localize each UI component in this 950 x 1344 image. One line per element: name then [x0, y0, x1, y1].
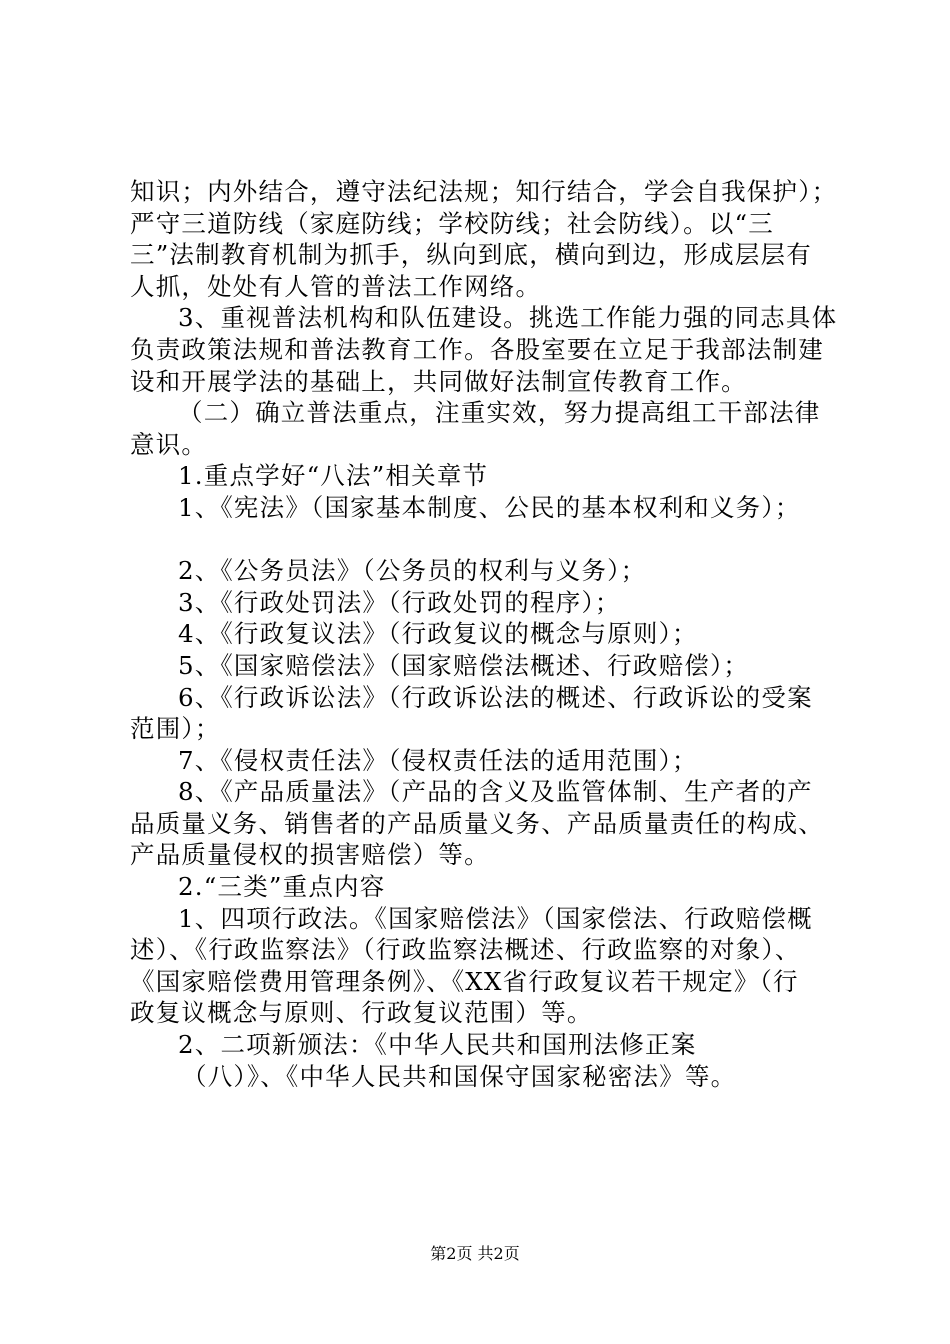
text-line: 范围）； [130, 714, 221, 744]
section-heading: （二）确立普法重点，注重实效，努力提高组工干部法律 [178, 398, 821, 428]
list-item: 1、《宪法》（国家基本制度、公民的基本权利和义务）； [178, 492, 801, 522]
text-line: 3、重视普法机构和队伍建设。挑选工作能力强的同志具体 [178, 303, 838, 333]
text-line: 意识。 [130, 429, 208, 459]
text-line: 品质量义务、销售者的产品质量义务、产品质量责任的构成、 [130, 808, 824, 838]
subsection-heading: 1.重点学好“八法”相关章节 [178, 461, 489, 491]
text-line: 设和开展学法的基础上，共同做好法制宣传教育工作。 [130, 366, 747, 396]
subsection-heading: 2.“三类”重点内容 [178, 872, 386, 902]
text-line: 负责政策法规和普法教育工作。各股室要在立足于我部法制建 [130, 334, 824, 364]
list-item: 5、《国家赔偿法》（国家赔偿法概述、行政赔偿）； [178, 650, 750, 680]
list-item: 6、《行政诉讼法》（行政诉讼法的概述、行政诉讼的受案 [178, 682, 813, 712]
text-line: 述）、《行政监察法》（行政监察法概述、行政监察的对象）、 [130, 935, 801, 965]
text-line: （八）》、《中华人民共和国保守国家秘密法》等。 [182, 1061, 737, 1091]
text-line: 政复议概念与原则、行政复议范围）等。 [130, 998, 593, 1028]
list-item: 2、二项新颁法：《中华人民共和国刑法修正案 [178, 1030, 697, 1060]
list-item: 4、《行政复议法》（行政复议的概念与原则）； [178, 619, 698, 649]
list-item: 1、四项行政法。《国家赔偿法》（国家偿法、行政赔偿概 [178, 903, 813, 933]
list-item: 3、《行政处罚法》（行政处罚的程序）； [178, 587, 621, 617]
text-line: 《国家赔偿费用管理条例》、《XX省行政复议若干规定》（行 [130, 966, 799, 996]
list-item: 8、《产品质量法》（产品的含义及监管体制、生产者的产 [178, 777, 813, 807]
list-item: 2、《公务员法》（公务员的权利与义务）； [178, 556, 647, 586]
text-line: 知识；内外结合，遵守法纪法规；知行结合，学会自我保护）； [130, 177, 838, 206]
document-body [130, 176, 838, 1092]
text-line: 人抓，处处有人管的普法工作网络。 [130, 271, 542, 301]
text-line: 三”法制教育机制为抓手，纵向到底，横向到边，形成层层有 [130, 240, 812, 270]
page-footer: 第2页 共2页 [430, 1244, 520, 1263]
text-line: 严守三道防线（家庭防线；学校防线；社会防线）。以“三 [130, 208, 774, 238]
text-line: 产品质量侵权的损害赔偿）等。 [130, 840, 490, 870]
blank-line [130, 524, 830, 556]
list-item: 7、《侵权责任法》（侵权责任法的适用范围）； [178, 745, 698, 775]
